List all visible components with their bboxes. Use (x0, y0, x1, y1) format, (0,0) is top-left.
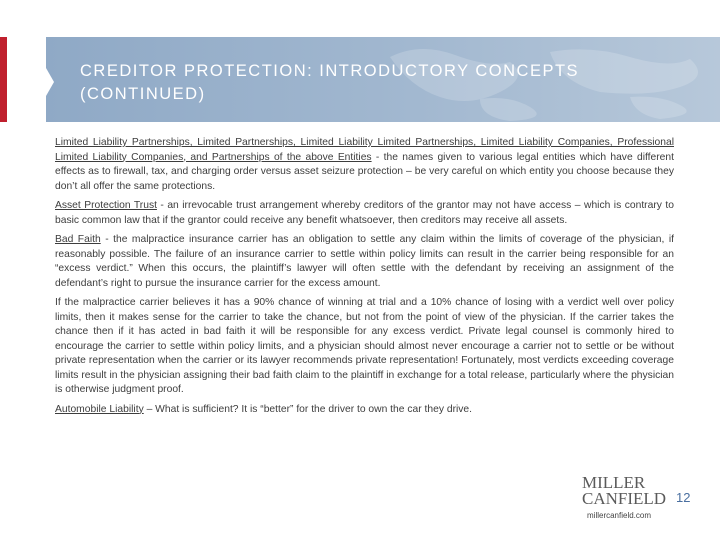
logo-line-1: MILLER (582, 473, 646, 492)
paragraph-body: - the malpractice insurance carrier has an obligation to settle any claim within the limits of coverage of the physician, if reasonably possible. The failure of an insurance carrier to settle within policy limits can result in the carrier being responsible for an “excess verdict.” When this occurs, the plaintiff’s lawyer will often settle with the defendant by receiving an assignment of the defendant’s right to pursue the insurance carrier for the excess amount. (55, 234, 674, 289)
body-text (55, 136, 674, 422)
banner-chevron (46, 68, 54, 96)
paragraph-body: - the names given to various legal entities which have different effects as to firewall, tax, and charging order versus asset seizure protection – be very careful on which entity you choose because they don’t all offer the same protections. (55, 151, 674, 192)
paragraph-body: If the malpractice carrier believes it has a 90% chance of winning at trial and a 10% chance of losing with a verdict well over policy limits, then it makes sense for the carrier to take the chance, but not from the point of view of the physician. If the carrier takes the chance then if it has acted in bad faith it will be responsible for any excess verdict. Private legal counsel is commonly hired to encourage the carrier to settle within policy limits, and a physician should almost never encourage a carrier not to settle or be without private representation when the carrier or its lawyer recommends private representation! Fortunately, most verdicts exceeding coverage limits result in the physician assigning their bad faith claim to the plaintiff in exchange for a total release, particularly where the physician is otherwise judgment proof. (55, 297, 674, 395)
term-bad-faith: Bad Faith (55, 234, 101, 245)
page-title (80, 60, 700, 106)
term-asset-protection-trust: Asset Protection Trust (55, 200, 157, 211)
company-logo (582, 473, 667, 511)
term-entities: Limited Liability Partnerships, Limited Partnerships, Limited Liability Limited Partnerships, Limited Liability Companies, Professional Limited Liability Companies, and Partnerships of the above Entities (55, 137, 674, 163)
paragraph-automobile-liability (55, 403, 674, 418)
page-number: 12 (676, 490, 691, 505)
website-url: millercanfield.com (587, 511, 652, 520)
paragraph-body: - an irrevocable trust arrangement whereby creditors of the grantor may not have access – which is contrary to basic common law that if the grantor could receive any benefit whatsoever, then creditors may receive all assets. (55, 200, 674, 226)
title-line-1: CREDITOR PROTECTION: INTRODUCTORY CONCEPTS (80, 62, 580, 80)
paragraph-body: – What is sufficient? It is “better” for the driver to own the car they drive. (143, 403, 473, 415)
paragraph-malpractice-carrier (55, 296, 674, 398)
accent-bar (0, 37, 7, 122)
paragraph-asset-protection-trust (55, 199, 674, 228)
paragraph-entities (55, 136, 674, 194)
title-line-2: (CONTINUED) (80, 85, 206, 103)
logo-line-2: CANFIELD (582, 489, 667, 508)
term-automobile-liability: Automobile Liability (55, 403, 144, 415)
paragraph-bad-faith (55, 233, 674, 291)
